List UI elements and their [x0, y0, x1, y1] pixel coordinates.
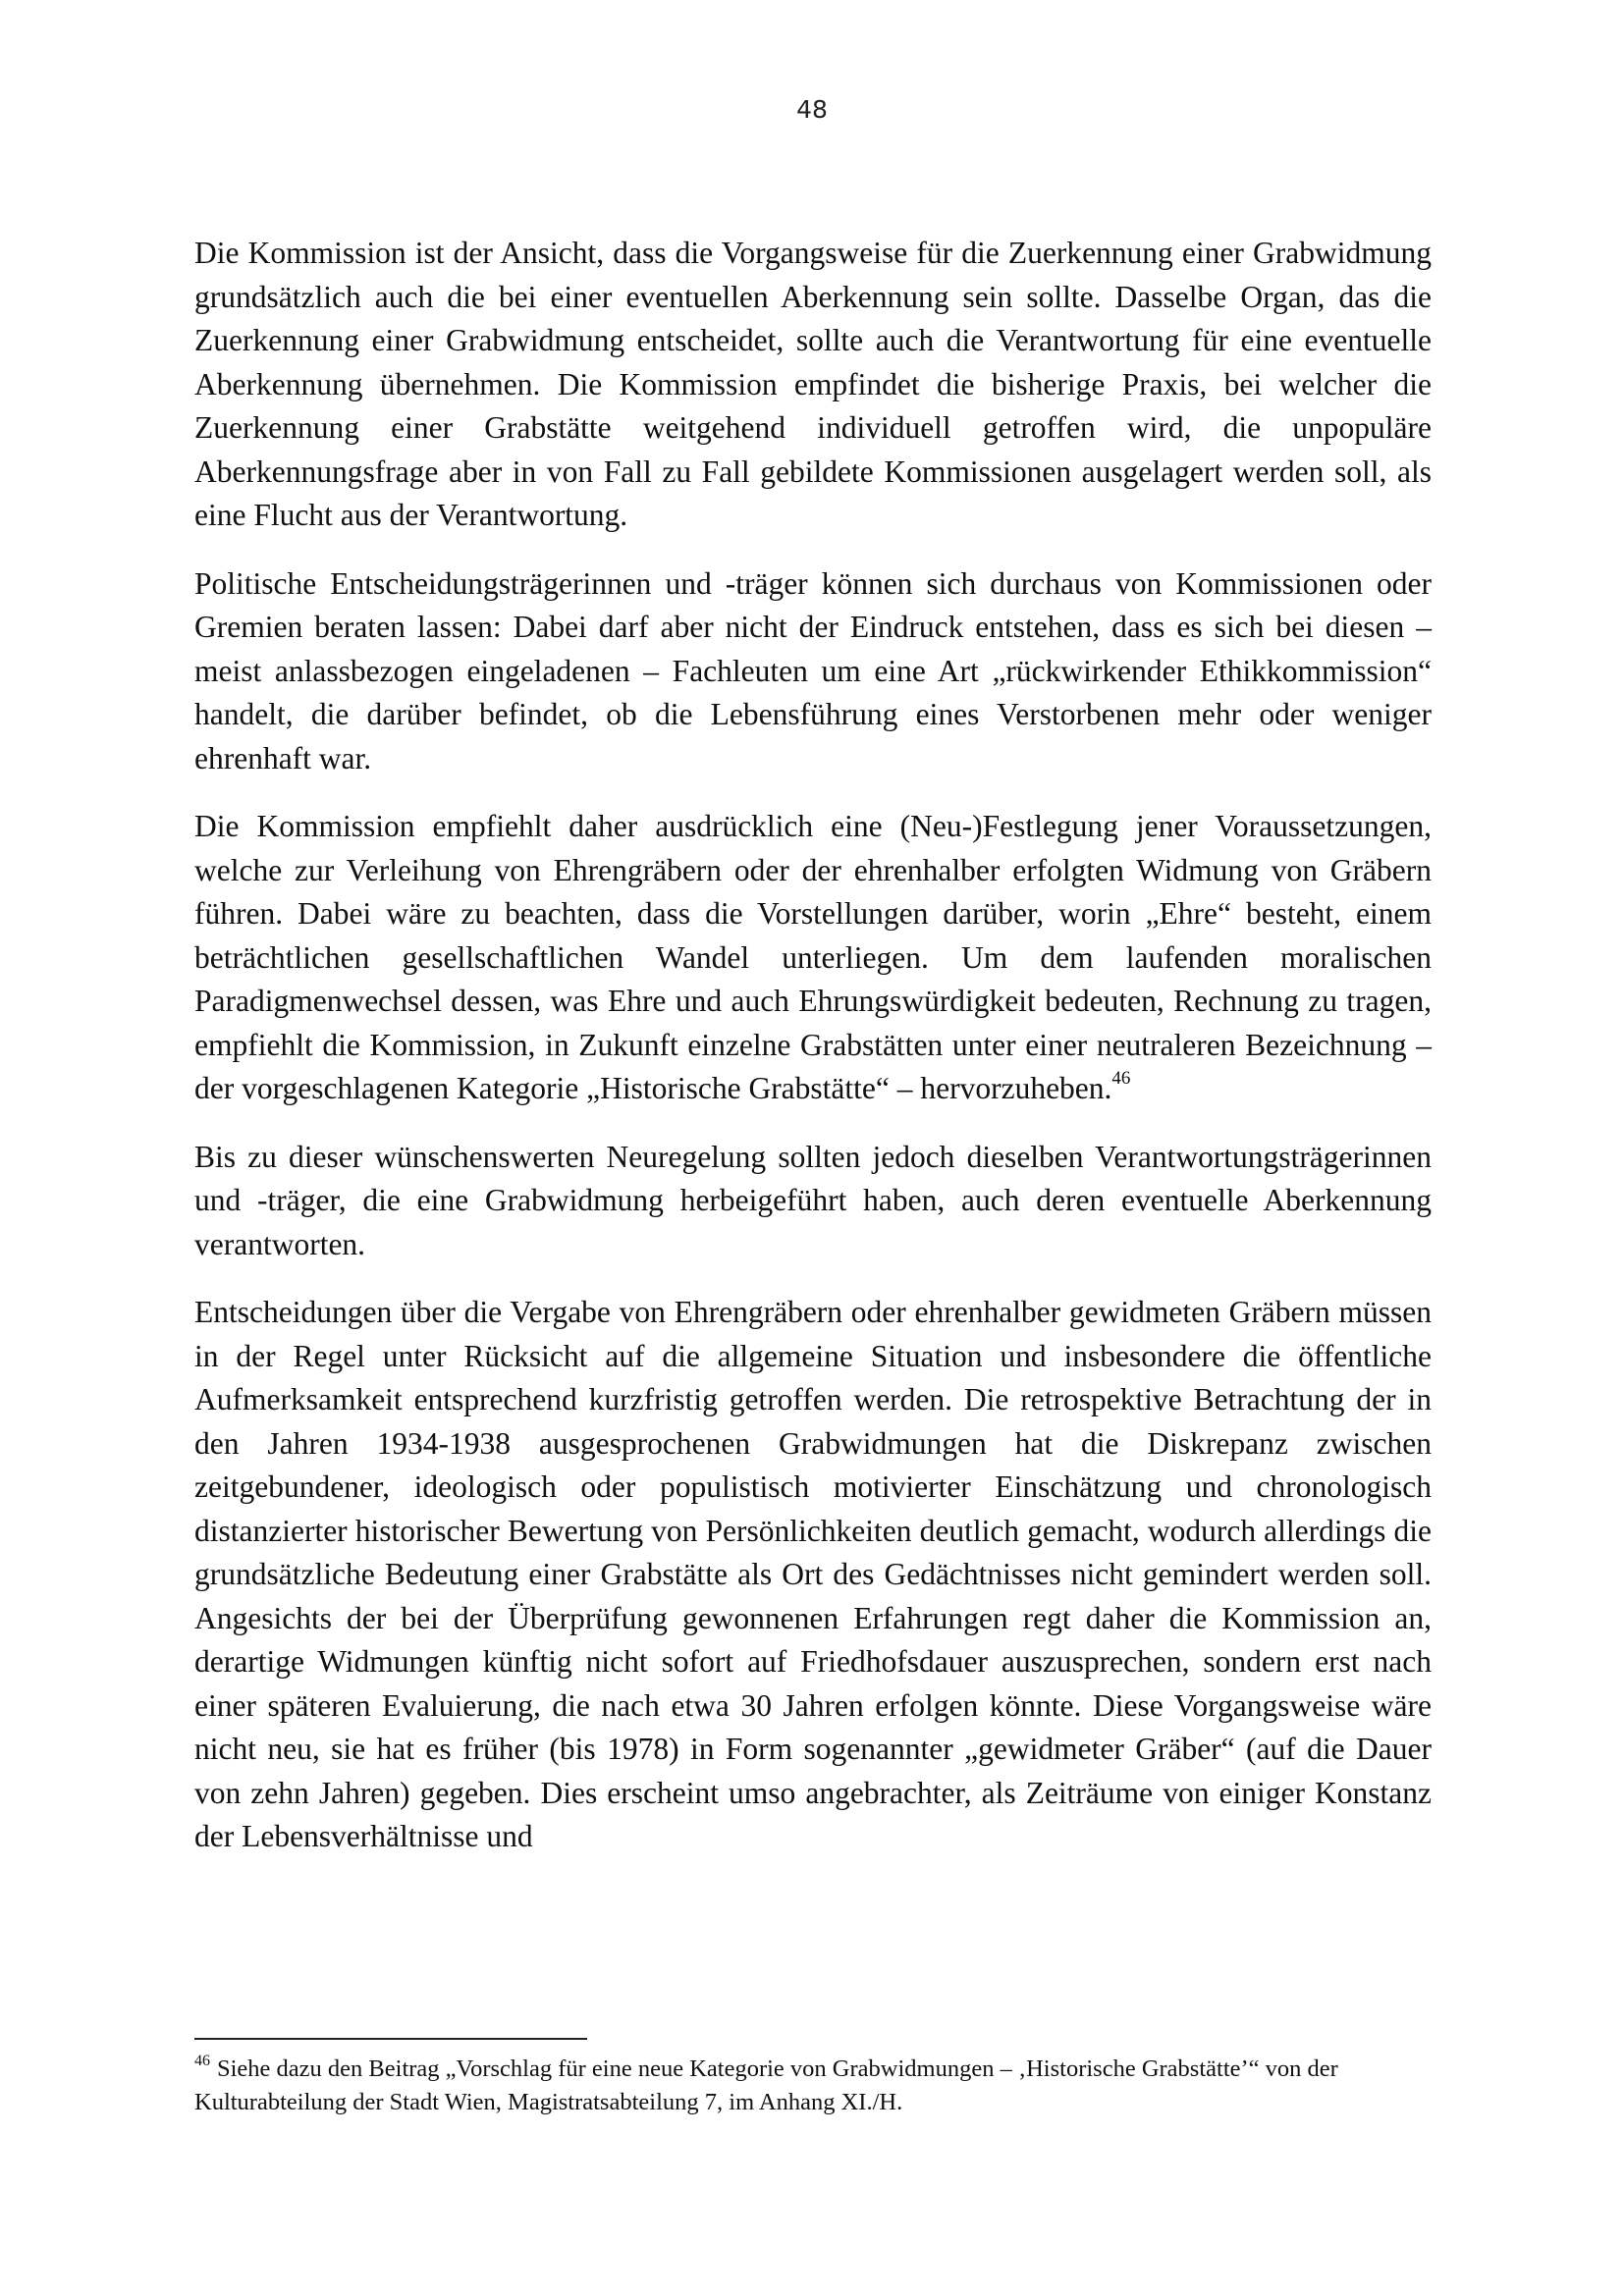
footnote-text: Siehe dazu den Beitrag „Vorschlag für eine neue Kategorie von Grabwidmungen – ‚Historische Grabstätte’“ von der Kulturabteilung der Stadt Wien, Magistratsabteilung 7, im Anhang XI./H.	[194, 2056, 1338, 2115]
paragraph	[194, 805, 1432, 1111]
page-number: 48	[796, 95, 828, 124]
body-text	[194, 232, 1432, 1884]
footnote-reference[interactable]: 46	[1111, 1068, 1131, 1089]
paragraph: Politische Entscheidungsträgerinnen und -träger können sich durchaus von Kommissionen oder Gremien beraten lassen: Dabei darf aber nicht der Eindruck entstehen, dass es sich bei diesen – meist anlassbezogen eingeladenen – Fachleuten um eine Art „rückwirkender Ethikkommission“ handelt, die darüber befindet, ob die Lebensführung eines Verstorbenen mehr oder weniger ehrenhaft war.	[194, 565, 1432, 775]
footnote-number: 46	[194, 2053, 210, 2069]
paragraph: Die Kommission ist der Ansicht, dass die Vorgangsweise für die Zuerkennung einer Grabwidmung grundsätzlich auch die bei einer eventuellen Aberkennung sein sollte. Dasselbe Organ, das die Zuerkennung einer Grabwidmung entscheidet, sollte auch die Verantwortung für eine eventuelle Aberkennung übernehmen. Die Kommission empfindet die bisherige Praxis, bei welcher die Zuerkennung einer Grabstätte weitgehend individuell getroffen wird, die unpopuläre Aberkennungsfrage aber in von Fall zu Fall gebildete Kommissionen ausgelagert werden soll, als eine Flucht aus der Verantwortung.	[194, 236, 1432, 532]
paragraph-text: Die Kommission empfiehlt daher ausdrücklich eine (Neu-)Festlegung jener Voraussetzungen, welche zur Verleihung von Ehrengräbern oder der ehrenhalber erfolgten Widmung von Gräbern führen. Dabei wäre zu beachten, dass die Vorstellungen darüber, worin „Ehre“ besteht, einem beträchtlichen gesellschaftlichen Wandel unterliegen. Um dem laufenden moralischen Paradigmenwechsel dessen, was Ehre und auch Ehrungswürdigkeit bedeuten, Rechnung zu tragen, empfiehlt die Kommission, in Zukunft einzelne Grabstätten unter einer neutraleren Bezeichnung – der vorgeschlagenen Kategorie „Historische Grabstätte“ – hervorzuheben.	[194, 809, 1432, 1105]
paragraph: Bis zu dieser wünschenswerten Neuregelung sollten jedoch dieselben Verantwortungsträgerinnen und -träger, die eine Grabwidmung herbeigeführt haben, auch deren eventuelle Aberkennung verantworten.	[194, 1139, 1432, 1261]
footnote-separator	[194, 2038, 587, 2040]
paragraph: Entscheidungen über die Vergabe von Ehrengräbern oder ehrenhalber gewidmeten Gräbern müssen in der Regel unter Rücksicht auf die allgemeine Situation und insbesondere die öffentliche Aufmerksamkeit entsprechend kurzfristig getroffen werden. Die retrospektive Betrachtung der in den Jahren 1934-1938 ausgesprochenen Grabwidmungen hat die Diskrepanz zwischen zeitgebundener, ideologisch oder populistisch motivierter Einschätzung und chronologisch distanzierter historischer Bewertung von Persönlichkeiten deutlich gemacht, wodurch allerdings die grundsätzliche Bedeutung einer Grabstätte als Ort des Gedächtnisses nicht gemindert werden soll. Angesichts der bei der Überprüfung gewonnenen Erfahrungen regt daher die Kommission an, derartige Widmungen künftig nicht sofort auf Friedhofsdauer auszusprechen, sondern erst nach einer späteren Evaluierung, die nach etwa 30 Jahren erfolgen könnte. Diese Vorgangsweise wäre nicht neu, sie hat es früher (bis 1978) in Form sogenannter „gewidmeter Gräber“ (auf die Dauer von zehn Jahren) gegeben. Dies erscheint umso angebrachter, als Zeiträume von einiger Konstanz der Lebensverhältnisse und	[194, 1295, 1432, 1853]
footnote	[194, 2053, 1434, 2119]
